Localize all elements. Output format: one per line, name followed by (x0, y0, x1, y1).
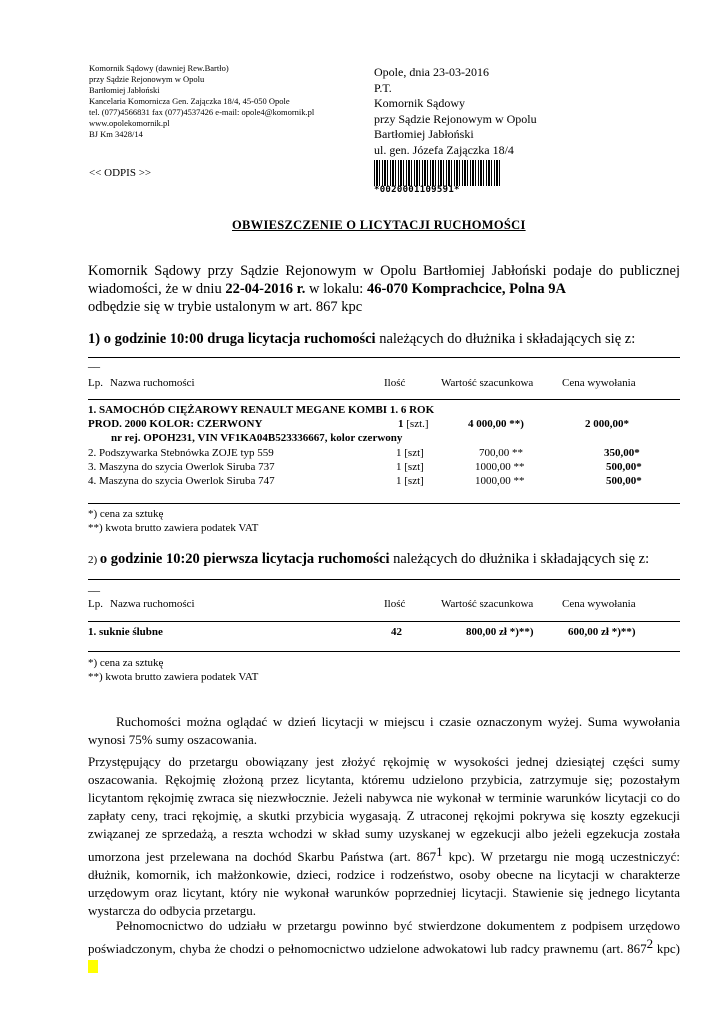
section1-heading-rest: należących do dłużnika i składających się z: (375, 331, 636, 347)
item-value: 1000,00 ** (475, 475, 525, 487)
divider (88, 579, 680, 580)
lead-text: w lokalu: (305, 281, 367, 297)
col-qty: Ilość (384, 598, 406, 610)
recipient-line: Komornik Sądowy (374, 96, 465, 110)
section2-heading-bold: o godzinie 10:20 pierwsza licytacja ruchomości (99, 551, 390, 567)
item-name: 4. Maszyna do szycia Owerlok Siruba 747 (88, 475, 275, 487)
recipient-block (374, 65, 537, 174)
col-name: Nazwa ruchomości (110, 598, 195, 610)
item-value: 700,00 ** (479, 447, 523, 459)
item-price: 600,00 zł *)**) (568, 626, 636, 638)
item-value: 4 000,00 **) (468, 418, 524, 430)
section1-heading-bold: 1) o godzinie 10:00 druga licytacja ruchomości (88, 331, 376, 347)
section2-heading-rest: należących do dłużnika i składających się z: (389, 551, 650, 567)
sender-line: www.opolekomornik.pl (89, 118, 170, 128)
highlight-mark (88, 960, 98, 973)
col-price: Cena wywołania (562, 598, 636, 610)
item-value: 800,00 zł *)**) (466, 626, 534, 638)
lead-line (88, 280, 680, 298)
col-value: Wartość szacunkowa (441, 598, 534, 610)
paragraph-text: kpc) (653, 941, 680, 956)
item-price: 350,00* (604, 447, 640, 459)
document-date: Opole, dnia 23-03-2016 (374, 65, 489, 79)
barcode (374, 160, 500, 186)
sender-line: przy Sądzie Rejonowym w Opolu (89, 74, 205, 84)
item-value: 1000,00 ** (475, 461, 525, 473)
lead-paragraph (88, 262, 680, 316)
divider (88, 357, 680, 358)
sender-line: tel. (077)4566831 fax (077)4537426 e-mail: opole4@komornik.pl (89, 107, 315, 117)
paragraph-viewing: Ruchomości można oglądać w dzień licytacji w miejscu i czasie oznaczonym wyżej. Suma wywołania wynosi 75% sumy oszacowania. (88, 714, 680, 747)
qty-unit: [szt.] (403, 418, 429, 430)
auction-location: 46-070 Komprachcice, Polna 9A (366, 281, 566, 297)
sender-line: Komornik Sądowy (dawniej Rew.Bartło) (89, 63, 229, 73)
recipient-pt: P.T. (374, 80, 392, 95)
item-price: 2 000,00* (585, 418, 629, 430)
recipient-line: Bartłomiej Jabłoński (374, 127, 474, 141)
lead-line: Komornik Sądowy przy Sądzie Rejonowym w Opolu Bartłomiej Jabłoński podaje do publicznej (88, 263, 680, 279)
item-qty: 1 [szt] (396, 461, 424, 473)
footnote: **) kwota brutto zawiera podatek VAT (88, 522, 259, 534)
col-name: Nazwa ruchomości (110, 377, 195, 389)
article-superscript: 2 (646, 936, 654, 951)
item-name: 1. suknie ślubne (88, 626, 163, 638)
col-lp: Lp. (88, 598, 103, 610)
recipient-line: przy Sądzie Rejonowym w Opolu (374, 111, 537, 126)
item-price: 500,00* (606, 475, 642, 487)
document-title: OBWIESZCZENIE O LICYTACJI RUCHOMOŚCI (232, 218, 526, 232)
recipient-line: ul. gen. Józefa Zajączka 18/4 (374, 142, 514, 157)
item-title: 1. SAMOCHÓD CIĘŻAROWY RENAULT MEGANE KOMBI 1. 6 ROK (88, 404, 435, 416)
qty-value: 1 (398, 418, 404, 430)
item-qty: 42 (391, 626, 402, 638)
col-value: Wartość szacunkowa (441, 377, 534, 389)
paragraph-rules (88, 753, 680, 920)
item-qty: 1 [szt] (396, 447, 424, 459)
lead-text: wiadomości, że w dniu (88, 281, 226, 297)
sender-line: Kancelaria Komornicza Gen. Zajączka 18/4, 45-050 Opole (89, 96, 290, 106)
item-price: 500,00* (606, 461, 642, 473)
barcode-text: *0020001109591* (374, 185, 460, 195)
case-number: BJ Km 3428/14 (89, 129, 143, 139)
col-lp: Lp. (88, 377, 103, 389)
footnote: *) cena za sztukę (88, 508, 164, 520)
dash-mark: __ (88, 355, 100, 369)
item-qty: 1 [szt] (396, 475, 424, 487)
col-qty: Ilość (384, 377, 406, 389)
auction-date: 22-04-2016 r. (225, 281, 306, 297)
item-name: 2. Podszywarka Stebnówka ZOJE typ 559 (88, 447, 274, 459)
paragraph-proxy (88, 917, 680, 976)
divider (88, 503, 680, 504)
footnote: *) cena za sztukę (88, 657, 164, 669)
odpis-label: << ODPIS >> (89, 167, 152, 179)
dash-mark: __ (88, 579, 100, 593)
divider (88, 651, 680, 652)
section2-prefix: 2) (88, 554, 100, 566)
article-superscript: 1 (436, 844, 443, 859)
paragraph-text: Pełnomocnictwo do udziału w przetargu powinno być stwierdzone dokumentem z podpisem urzędowo poświadczonym, chyba że chodzi o pełnomocnictwo udzielone adwokatowi lub radcy prawnemu (art. 867 (88, 918, 680, 956)
section1-heading (88, 331, 635, 348)
item-name: 3. Maszyna do szycia Owerlok Siruba 737 (88, 461, 275, 473)
divider (88, 621, 680, 622)
section2-heading (88, 551, 649, 568)
item-line: PROD. 2000 KOLOR: CZERWONY (88, 418, 263, 430)
paragraph-text: kpc). W przetargu nie mogą uczestniczyć: dłużnik, komornik, ich małżonkowie, dzieci, rodzice i rodzeństwo, osoby obecne na licytacji w charakterze urzędowym oraz licytant, który nie wykonał warunków poprzedniej licytacji. Stawienie się jednego licytanta wystarcza do odbycia przetargu. (88, 849, 680, 918)
footnote: **) kwota brutto zawiera podatek VAT (88, 671, 259, 683)
sender-line: Bartłomiej Jabłoński (89, 85, 160, 95)
col-price: Cena wywołania (562, 377, 636, 389)
item-line: nr rej. OPOH231, VIN VF1KA04B523336667, kolor czerwony (111, 432, 403, 444)
lead-line: odbędzie się w trybie ustalonym w art. 867 kpc (88, 299, 363, 315)
divider (88, 399, 680, 400)
paragraph-text: Przystępujący do przetargu obowiązany jest złożyć rękojmię w wysokości jednej dziesiątej części sumy oszacowania. Rękojmię złożoną przez licytanta, któremu udzielono przybicia, zatrzymuje się; pozostałym licytantom rękojmię zwraca się niezwłocznie. Jeżeli nabywca nie wykonał w terminie warunków licytacji co do zapłaty ceny, traci rękojmię, a skutki przybicia wygasają. Z utraconej rękojmi pokrywa się koszty egzekucji związanej ze sprzedażą, a reszta wchodzi w skład sumy uzyskanej w egzekucji albo jeżeli egzekucja została umorzona jest przelewana na dochód Skarbu Państwa (art. 867 (88, 754, 680, 864)
sender-block (89, 63, 314, 140)
item-qty (398, 418, 429, 432)
